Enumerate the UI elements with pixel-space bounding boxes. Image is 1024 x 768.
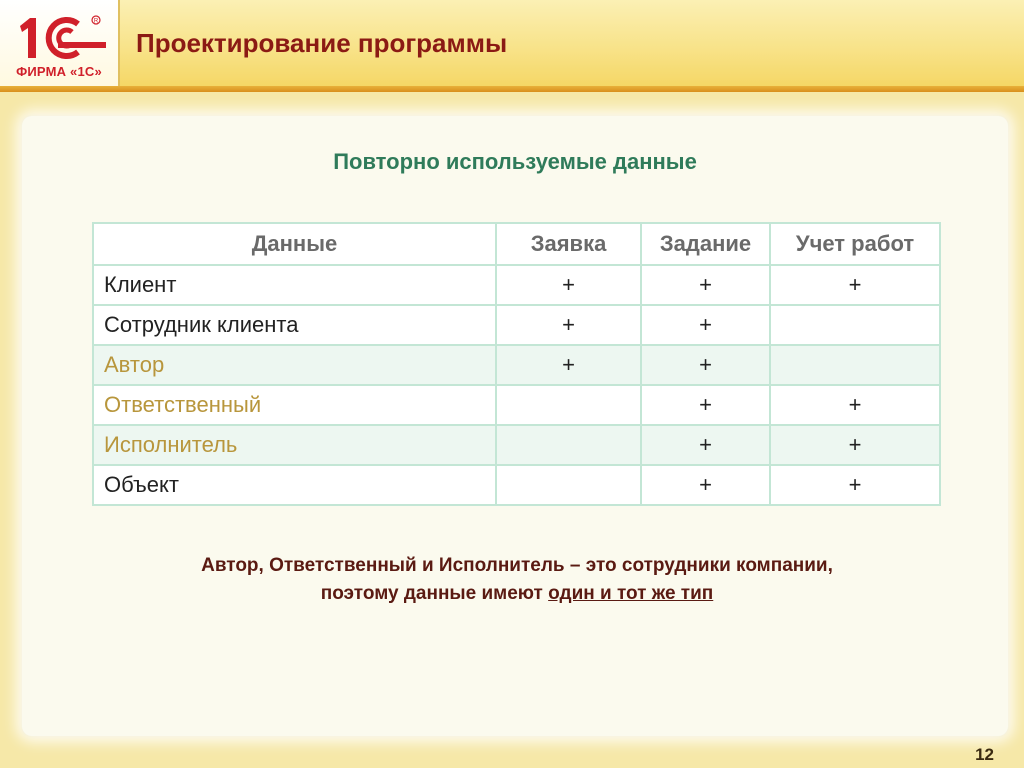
cell-zadanie: + [641,425,770,465]
table-header-row [93,223,940,265]
page-number: 12 [975,745,994,764]
cell-zadanie: + [641,265,770,305]
cell-zayavka [496,425,641,465]
slide-title: Проектирование программы [136,28,508,58]
cell-zadanie: + [641,385,770,425]
cell-uchet: + [770,465,940,505]
table-row [93,265,940,305]
row-name: Объект [93,465,496,505]
svg-text:R: R [93,18,99,25]
row-name: Ответственный [93,385,496,425]
footnote-underlined-text: один и тот же тип [548,583,714,604]
row-name: Сотрудник клиента [93,305,496,345]
reused-data-table [92,222,941,506]
cell-zayavka [496,385,641,425]
cell-zadanie: + [641,345,770,385]
header-divider [0,86,1024,92]
table-row [93,465,940,505]
footnote-line-1: Автор, Ответственный и Исполнитель – это сотрудники компании, [201,555,833,576]
column-header-zadanie: Задание [641,223,770,265]
section-subtitle: Повторно используемые данные [333,149,697,174]
table-row [93,425,940,465]
cell-zayavka [496,465,641,505]
footnote-line-2-prefix: поэтому данные имеют [320,583,549,604]
table-row [93,345,940,385]
cell-uchet [770,345,940,385]
column-header-uchet: Учет работ [770,223,940,265]
footnote [0,552,1024,608]
cell-uchet [770,305,940,345]
cell-zadanie: + [641,305,770,345]
table-row [93,305,940,345]
column-header-zayavka: Заявка [496,223,641,265]
column-header-data: Данные [93,223,496,265]
cell-uchet: + [770,265,940,305]
logo [0,0,120,86]
footnote-line-2 [0,580,1024,608]
row-name: Исполнитель [93,425,496,465]
cell-zayavka: + [496,345,641,385]
cell-zadanie: + [641,465,770,505]
cell-uchet: + [770,385,940,425]
row-name: Клиент [93,265,496,305]
row-name: Автор [93,345,496,385]
logo-text: ФИРМА «1С» [16,64,102,79]
cell-uchet: + [770,425,940,465]
cell-zayavka: + [496,305,641,345]
cell-zayavka: + [496,265,641,305]
table-row [93,385,940,425]
1c-logo-icon [16,14,108,62]
